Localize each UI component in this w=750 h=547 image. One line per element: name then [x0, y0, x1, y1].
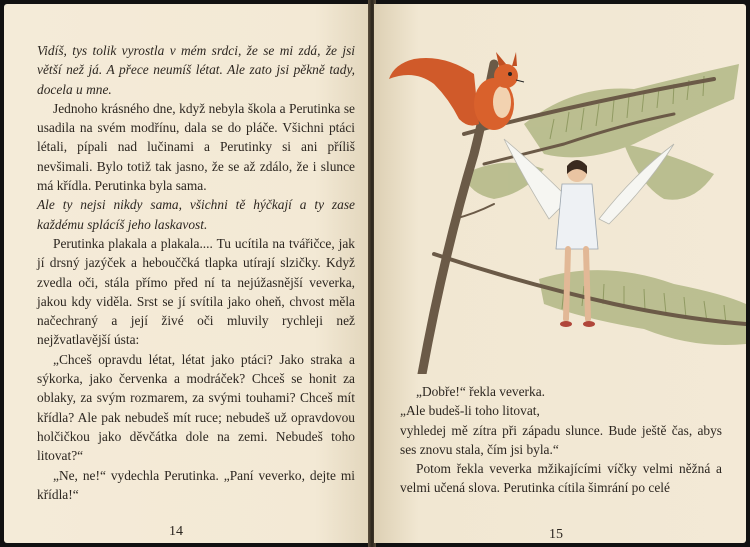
- paragraph: „Ale budeš-li toho litovat,: [400, 403, 540, 419]
- left-page-text: [37, 41, 355, 504]
- paragraph: Potom řekla veverka mžikajícími víčky velmi něžná a velmi učená slova. Perutinka cítila šimrání po celé: [400, 461, 722, 496]
- paragraph: Jednoho krásného dne, když nebyla škola a Perutinka se usadila na svém modřínu, dala se do pláče. Všichni ptáci létali, pípali nad lučinami a Perutinky si ani příliš nevšimali. Bylo totiž tak jasno, že se až zdálo, že i slunce má křídla. Perutinka byla sama.: [37, 100, 355, 194]
- squirrel-and-winged-girl-illustration: [374, 4, 746, 374]
- page-number-left: 14: [169, 524, 183, 539]
- paragraph: Perutinka plakala a plakala.... Tu ucítila na tvářičce, jak jí drsný jazýček a hebouččká tlapka utírají slzičky. Když zvedla oči, stála přímo před ní ta nejúžasnější veverka, jakou kdy viděla. Srst se jí svítila jako oheň, chvost měla načechraný a její živé oči mluvily rychleji než nejžvatlavější ústa:: [37, 235, 355, 348]
- right-page: [374, 4, 746, 543]
- paragraph: „Dobře!“ řekla veverka.: [416, 384, 545, 399]
- left-page: [4, 4, 370, 543]
- paragraph: vyhledej mě zítra při západu slunce. Bude ještě čas, abys ses znovu stala, čím jsi byla.“: [400, 422, 722, 457]
- paragraph: „Ne, ne!“ vydechla Perutinka. „Paní veverko, dejte mi křídla!“: [37, 467, 355, 502]
- right-page-text: [400, 382, 722, 498]
- squirrel-figure: [389, 52, 524, 130]
- paragraph: „Chceš opravdu létat, létat jako ptáci? Jako straka a sýkorka, jako červenka a modráček? Chceš se honit za oblaky, za svým rozmarem, za svými touhami? Chceš mít křídla? Ale pak nebudeš mít ruce; nebudeš už opravdovou holčičkou jako děvčátka dole na zemi. Nebudeš toho litovat?“: [37, 351, 355, 464]
- paragraph: Vidíš, tys tolik vyrostla v mém srdci, že se mi zdá, že jsi větší než já. A přece neumíš létat. Ale zato jsi pěkně tady, docela u mne.: [37, 43, 355, 97]
- page-number-right: 15: [549, 527, 563, 542]
- paragraph: Ale ty nejsi nikdy sama, všichni tě hýčkají a ty zase každému splácíš jeho laskavost.: [37, 197, 355, 232]
